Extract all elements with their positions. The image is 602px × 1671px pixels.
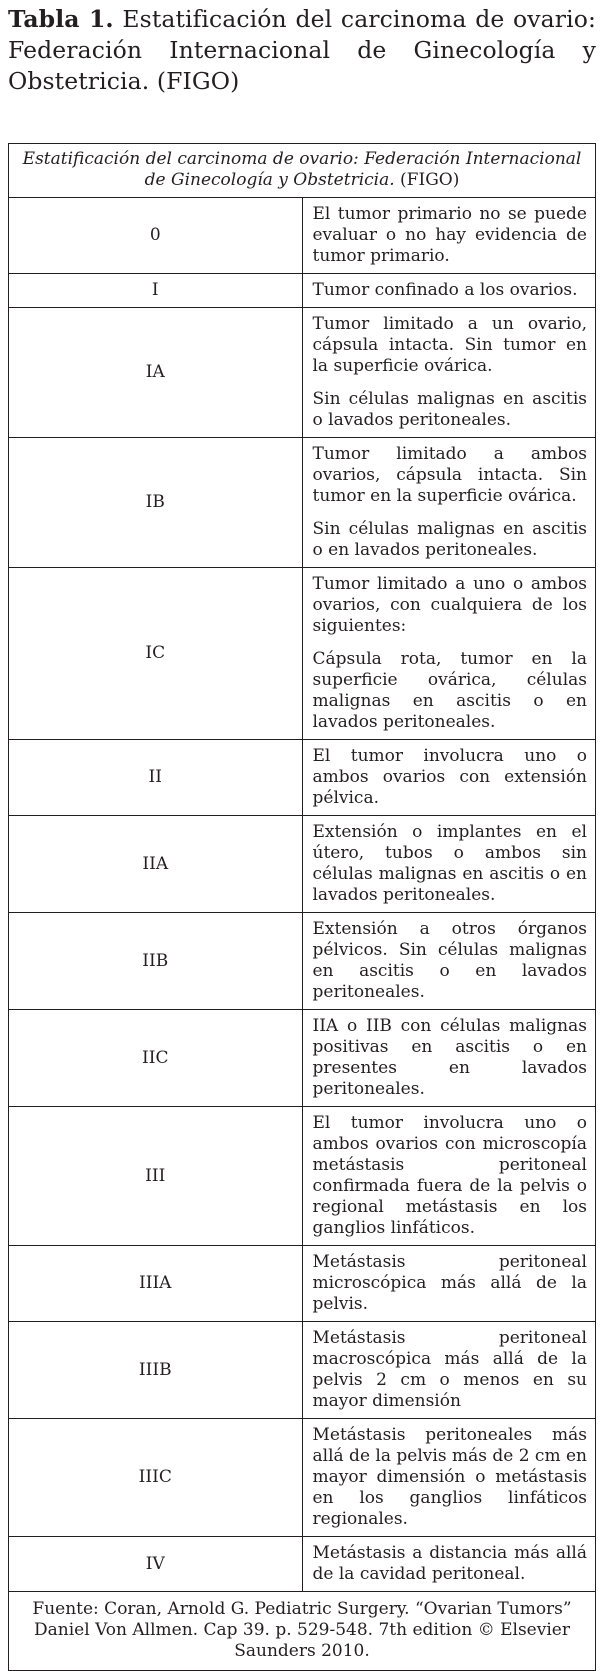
stage-cell: IV <box>9 1537 303 1592</box>
description-paragraph: Cápsula rota, tumor en la superficie ovárica, células malignas en ascitis o en lavados peritoneales. <box>312 649 587 732</box>
stage-cell: IB <box>9 438 303 568</box>
description-cell <box>302 740 596 816</box>
description-cell <box>302 568 596 740</box>
description-paragraph: Tumor limitado a uno o ambos ovarios, con cualquiera de los siguientes: <box>312 574 587 636</box>
caption-italic: Estatificación del carcinoma de ovario: Federación Internacional de Ginecología y Obstetricia. <box>22 149 582 190</box>
description-cell <box>302 198 596 274</box>
table-caption <box>9 144 596 198</box>
description-paragraph: Extensión o implantes en el útero, tubos o ambos sin células malignas en ascitis o en lavados peritoneales. <box>312 822 587 905</box>
stage-cell: IIB <box>9 913 303 1010</box>
description-cell <box>302 1010 596 1107</box>
table-row <box>9 913 596 1010</box>
description-cell <box>302 1419 596 1537</box>
stage-cell: II <box>9 740 303 816</box>
description-paragraph: IIA o IIB con células malignas positivas en ascitis o en presentes en lavados peritoneales. <box>312 1016 587 1099</box>
description-paragraph: El tumor involucra uno o ambos ovarios con microscopía metástasis peritoneal confirmada fuera de la pelvis o regional metástasis en los ganglios linfáticos. <box>312 1113 587 1238</box>
stage-cell: IIC <box>9 1010 303 1107</box>
description-paragraph: El tumor primario no se puede evaluar o no hay evidencia de tumor primario. <box>312 204 587 266</box>
description-paragraph: Metástasis a distancia más allá de la cavidad peritoneal. <box>312 1543 587 1584</box>
description-paragraph: Tumor limitado a un ovario, cápsula intacta. Sin tumor en la superficie ovárica. <box>312 314 587 376</box>
table-row <box>9 1322 596 1419</box>
table-row <box>9 1107 596 1246</box>
table-row <box>9 198 596 274</box>
table-row <box>9 1419 596 1537</box>
source-note: Fuente: Coran, Arnold G. Pediatric Surgery. “Ovarian Tumors” Daniel Von Allmen. Cap 39. p. 529-548. 7th edition © Elsevier Saunders 2010. <box>9 1592 596 1671</box>
description-paragraph: Metástasis peritoneal microscópica más allá de la pelvis. <box>312 1252 587 1314</box>
table-row <box>9 816 596 913</box>
caption-plain: (FIGO) <box>400 170 460 190</box>
table-row <box>9 1010 596 1107</box>
description-paragraph: Metástasis peritoneales más allá de la pelvis más de 2 cm en mayor dimensión o metástasis en los ganglios linfáticos regionales. <box>312 1425 587 1529</box>
stage-cell: I <box>9 274 303 308</box>
stage-cell: IIA <box>9 816 303 913</box>
table-row <box>9 1246 596 1322</box>
table-caption-row <box>9 144 596 198</box>
table-row <box>9 274 596 308</box>
table-body <box>9 198 596 1592</box>
description-cell <box>302 1537 596 1592</box>
table-row <box>9 1537 596 1592</box>
description-cell <box>302 1246 596 1322</box>
stage-cell: IC <box>9 568 303 740</box>
stage-cell: 0 <box>9 198 303 274</box>
table-row <box>9 740 596 816</box>
stage-cell: IA <box>9 308 303 438</box>
description-paragraph: El tumor involucra uno o ambos ovarios con extensión pélvica. <box>312 746 587 808</box>
description-paragraph: Metástasis peritoneal macroscópica más allá de la pelvis 2 cm o menos en su mayor dimensión <box>312 1328 587 1411</box>
description-paragraph: Tumor confinado a los ovarios. <box>312 280 578 300</box>
source-row <box>9 1592 596 1671</box>
description-paragraph: Extensión a otros órganos pélvicos. Sin células malignas en ascitis o en lavados peritoneales. <box>312 919 587 1002</box>
description-cell <box>302 438 596 568</box>
description-cell <box>302 816 596 913</box>
description-cell <box>302 1107 596 1246</box>
stage-cell: IIIC <box>9 1419 303 1537</box>
table-title-text: Estatificación del carcinoma de ovario: Federación Internacional de Ginecología y Obstetricia. (FIGO) <box>8 5 596 95</box>
stage-cell: III <box>9 1107 303 1246</box>
description-cell <box>302 308 596 438</box>
table-number: Tabla 1. <box>8 5 114 33</box>
table-title <box>8 4 596 97</box>
description-paragraph: Sin células malignas en ascitis o lavados peritoneales. <box>312 389 587 430</box>
description-cell <box>302 1322 596 1419</box>
table-row <box>9 308 596 438</box>
stage-cell: IIIB <box>9 1322 303 1419</box>
table-row <box>9 568 596 740</box>
description-cell <box>302 913 596 1010</box>
description-paragraph: Sin células malignas en ascitis o en lavados peritoneales. <box>312 519 587 560</box>
stage-cell: IIIA <box>9 1246 303 1322</box>
description-paragraph: Tumor limitado a ambos ovarios, cápsula intacta. Sin tumor en la superficie ovárica. <box>312 444 587 506</box>
description-cell <box>302 274 596 308</box>
figo-staging-table <box>8 143 596 1671</box>
table-row <box>9 438 596 568</box>
